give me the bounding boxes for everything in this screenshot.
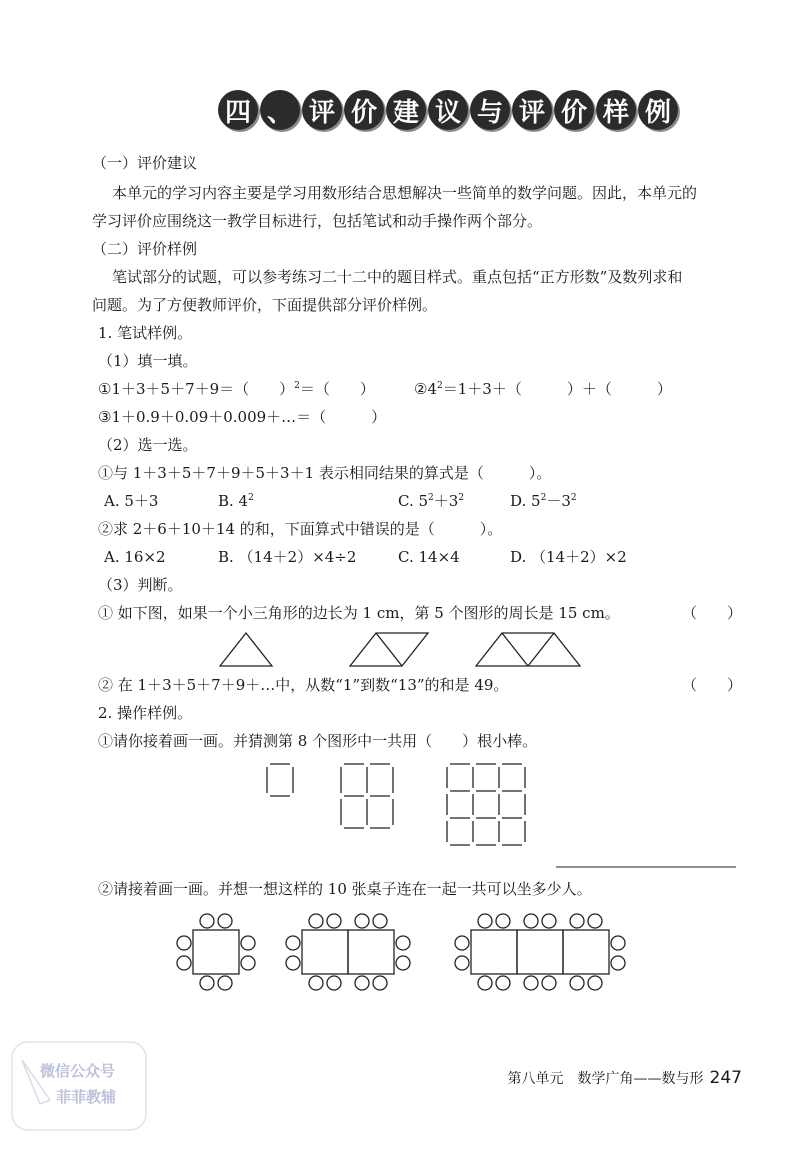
fill-question-2 <box>414 378 672 400</box>
superscript: 2 <box>540 493 547 503</box>
option-c-text: C. 5 <box>398 492 429 510</box>
paragraph-line: 笔试部分的试题，可以参考练习二十二中的题目样式。重点包括“正方形数”及数列求和 <box>112 268 683 286</box>
question-multiple-choice: （2）选一选。 <box>98 436 198 454</box>
superscript: 2 <box>570 493 577 503</box>
superscript: 2 <box>428 493 434 503</box>
title-char: 样 <box>596 90 636 130</box>
table-figures <box>175 912 625 994</box>
title-char: 、 <box>260 90 300 130</box>
question-judgement: （3）判断。 <box>98 576 183 594</box>
subheading-evaluation-suggestions: （一）评价建议 <box>92 154 198 172</box>
operation-question-2: ②请接着画一画。并想一想这样的 10 张桌子连在一起一共可以坐多少人。 <box>98 880 592 898</box>
paragraph-line: 本单元的学习内容主要是学习用数形结合思想解决一些简单的数学问题。因此，本单元的 <box>112 184 698 202</box>
paragraph-line: 问题。为了方便教师评价，下面提供部分评价样例。 <box>92 296 438 314</box>
answer-line <box>556 866 736 870</box>
fill-question-3: ③1＋0.9＋0.09＋0.009＋…＝（ ） <box>98 408 387 426</box>
title-char: 价 <box>554 90 594 130</box>
fill-question-2-tail: ＝1＋3＋（ ）＋（ ） <box>442 380 672 398</box>
watermark-line-2: 菲菲教辅 <box>56 1088 117 1106</box>
title-char: 议 <box>428 90 468 130</box>
title-char: 四 <box>218 90 258 130</box>
subheading-evaluation-examples: （二）评价样例 <box>92 240 198 258</box>
superscript: 2 <box>437 381 443 391</box>
option-b: B. （14＋2）×4÷2 <box>218 548 357 566</box>
page-number: 247 <box>709 1068 742 1088</box>
judge-answer-paren: （ ） <box>682 676 743 694</box>
option-b-text: B. 4 <box>218 492 249 510</box>
option-c <box>398 490 464 512</box>
watermark-line-1: 微信公众号 <box>40 1062 116 1080</box>
title-char: 评 <box>302 90 342 130</box>
stick-figure-1 <box>267 764 293 796</box>
operation-question-1: ①请你接着画一画。并猜测第 8 个图形中一共用（ ）根小棒。 <box>98 732 538 750</box>
fill-question-1 <box>98 378 375 400</box>
stick-figure-2 <box>341 764 393 828</box>
fill-question-1-text: ①1＋3＋5＋7＋9＝（ ） <box>98 380 295 398</box>
title-char: 例 <box>638 90 678 130</box>
triangle-figure-3 <box>476 633 580 666</box>
fill-question-1-tail: ＝（ ） <box>299 380 375 398</box>
stick-square-figures <box>262 760 537 860</box>
option-d <box>510 490 577 512</box>
option-a: A. 5＋3 <box>104 492 159 510</box>
option-c: C. 14×4 <box>398 548 460 566</box>
triangle-figure-1 <box>220 633 272 666</box>
superscript: 2 <box>458 493 465 503</box>
option-c-tail: ＋3 <box>433 492 459 510</box>
watermark <box>10 1040 150 1135</box>
page-footer <box>508 1068 742 1088</box>
option-d-text: D. 5 <box>510 492 541 510</box>
title-char: 评 <box>512 90 552 130</box>
choice-question-2: ②求 2＋6＋10＋14 的和，下面算式中错误的是（ ）。 <box>98 520 503 538</box>
heading-operation: 2. 操作样例。 <box>98 704 193 722</box>
triangle-divider <box>528 633 554 666</box>
judge-question-2: ② 在 1＋3＋5＋7＋9＋…中，从数“1”到数“13”的和是 49。 <box>98 676 509 694</box>
superscript: 2 <box>248 493 254 503</box>
heading-written-test: 1. 笔试样例。 <box>98 324 193 342</box>
stick-figure-3 <box>447 764 525 845</box>
choice-question-1: ①与 1＋3＋5＋7＋9＋5＋3＋1 表示相同结果的算式是（ ）。 <box>98 464 552 482</box>
footer-chapter: 第八单元 数学广角——数与形 <box>507 1071 704 1087</box>
fill-question-2-text: ②4 <box>414 380 437 398</box>
option-d-tail: －3 <box>546 492 571 510</box>
triangle-divider <box>376 633 402 666</box>
table-figure-2 <box>286 914 410 990</box>
paragraph-line: 学习评价应围绕这一教学目标进行，包括笔试和动手操作两个部分。 <box>92 212 543 230</box>
title-char: 与 <box>470 90 510 130</box>
judge-question-1: ① 如下图，如果一个小三角形的边长为 1 cm，第 5 个图形的周长是 15 cm。 <box>98 604 620 622</box>
question-fill-in: （1）填一填。 <box>98 352 198 370</box>
judge-answer-paren: （ ） <box>682 604 743 622</box>
option-b <box>218 490 254 512</box>
title-char: 价 <box>344 90 384 130</box>
option-d: D. （14＋2）×2 <box>510 548 627 566</box>
triangle-figures <box>220 630 590 670</box>
section-title <box>218 90 678 130</box>
option-a: A. 16×2 <box>104 548 166 566</box>
table-figure-1 <box>177 914 255 990</box>
superscript: 2 <box>294 381 300 391</box>
triangle-divider <box>502 633 528 666</box>
table-figure-3 <box>455 914 625 990</box>
title-char: 建 <box>386 90 426 130</box>
